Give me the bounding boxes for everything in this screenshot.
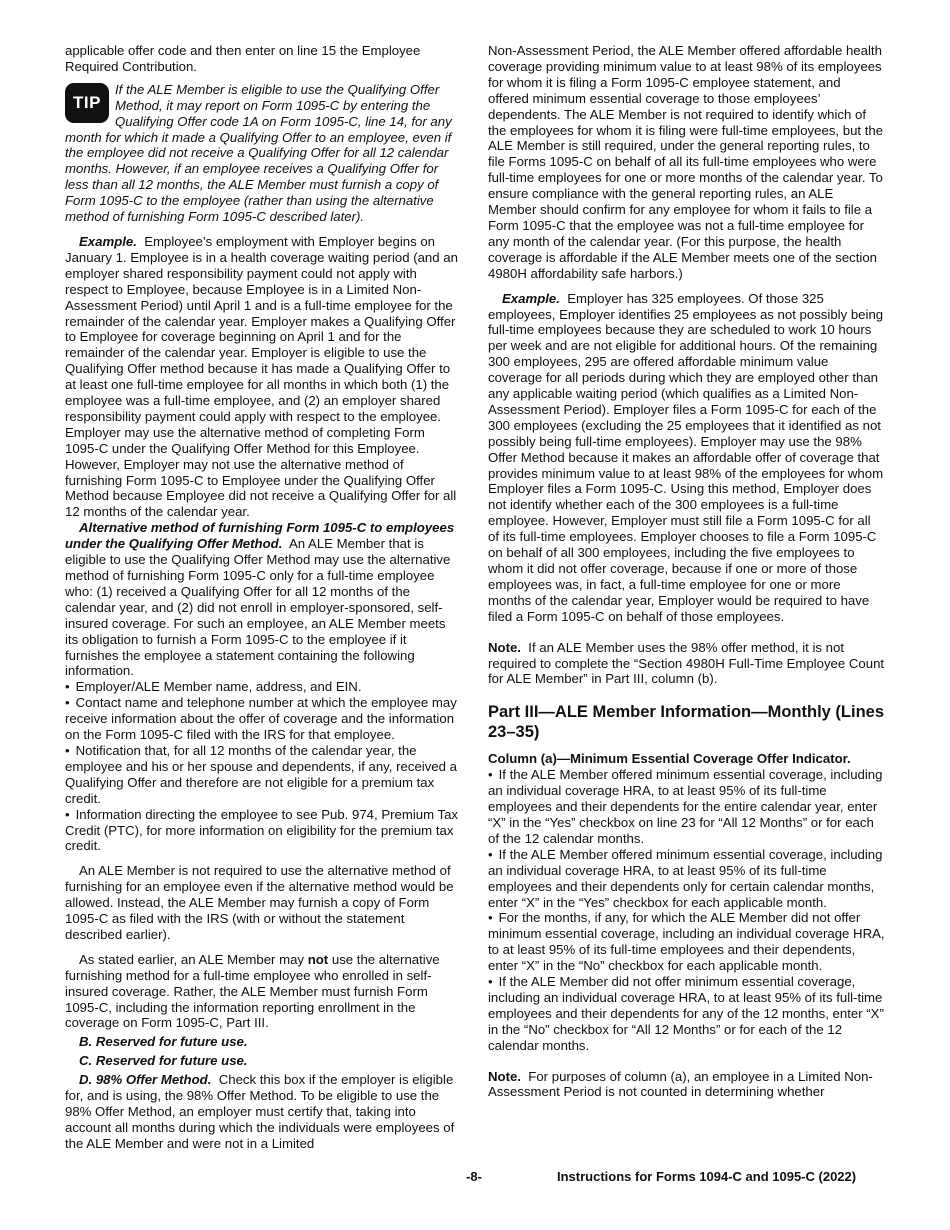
tip-text: If the ALE Member is eligible to use the Qualifying Offer Method, it may report on Form 1095-C by entering the Qualifying Offer code 1A on Form 1095-C, line 14, for any month for which it made a Qualifying Offer to an employee, even if the employee did not receive a Qualifying Offer for all 12 calendar months. However, if an employee receives a Qualifying Offer for less than all 12 months, the ALE Member must furnish a copy of Form 1095-C to the employee (rather than using the alternative method of furnishing Form 1095-C described later). — [65, 81, 452, 225]
as-stated-bold: not — [307, 951, 329, 967]
alternative-method-paragraph — [65, 520, 460, 679]
alternative-method-text: An ALE Member that is eligible to use the Qualifying Offer Method may use the alternative method of furnishing Form 1095-C only for a full-time employee who: (1) received a Qualifying Offer for all 12 months of the calendar year, and (2) did not enroll in employer-sponsored, self-insured coverage. For such an employee, an ALE Member meets its obligation to furnish a Form 1095-C to the employee if it furnishes the employee a statement containing the following information. — [65, 536, 451, 679]
note-text: If an ALE Member uses the 98% offer method, it is not required to complete the “Section 4980H Full-Time Employee Count for ALE Member” in Part III, column (b). — [488, 639, 885, 687]
right-column — [488, 43, 885, 1100]
left-column — [65, 43, 460, 1152]
as-stated-text-b: use the alternative furnishing method for a full-time employee who enrolled in self-insured coverage. Rather, the ALE Member must furnish Form 1095-C, including the information reporting enrollment in the coverage on Form 1095-C, Part III. — [65, 951, 440, 1031]
offer-98-text: Check this box if the employer is eligible for, and is using, the 98% Offer Method. To be eligible to use the 98% Offer Method, an employer must certify that, taking into account all months during which the individuals were employees of the ALE Member and were not in a Limited — [65, 1072, 455, 1151]
document-title: Instructions for Forms 1094-C and 1095-C (2022) — [557, 1169, 857, 1184]
example-paragraph-1 — [65, 234, 460, 520]
example-paragraph-2 — [488, 291, 885, 625]
tip-block — [65, 82, 460, 225]
list-item: • Notification that, for all 12 months of the calendar year, the employee and his or her spouse and dependents, if any, received a Qualifying Offer and therefore are not eligible for a premium tax credit. — [65, 743, 460, 807]
as-stated-text-a: As stated earlier, an ALE Member may — [79, 951, 308, 967]
reserved-b: B. Reserved for future use. — [79, 1034, 248, 1050]
offer-98-label: D. 98% Offer Method. — [79, 1072, 212, 1088]
example-text: Employee’s employment with Employer begins on January 1. Employee is in a health coverage waiting period (and an employer shared responsibility payment could not apply with respect to Employee, because Employee is in a Limited Non-Assessment Period) until April 1 and is a full-time employee for the remainder of the calendar year. Employer makes a Qualifying Offer to Employee for coverage beginning on April 1 and for the remainder of the calendar year. Employer is eligible to use the Qualifying Offer method because it has made a Qualifying Offer to at least one full-time employee for all months in which both (1) the employee was a full-time employee, and (2) an employer shared responsibility payment could apply with respect to the employee. Employer may use the alternative method of completing Form 1095-C under the Qualifying Offer Method for this Employee. However, Employer may not use the alternative method of furnishing Form 1095-C to Employee under the Qualifying Offer Method because Employee did not receive a Qualifying Offer for all 12 months of the calendar year. — [65, 233, 458, 520]
list-item: • If the ALE Member offered minimum essential coverage, including an individual coverage HRA, to at least 95% of its full-time employees and their dependents for the entire calendar year, enter “X” in the “Yes” checkbox on line 23 for “All 12 Months” or for each of the 12 calendar months. — [488, 767, 885, 847]
tip-icon — [65, 83, 109, 123]
paragraph-as-stated — [65, 952, 460, 1032]
list-item: • For the months, if any, for which the ALE Member did not offer minimum essential coverage, including an individual coverage HRA, to at least 95% of its full-time employees and their dependents, enter “X” in the “No” checkbox for each applicable month. — [488, 910, 885, 974]
offer-98-paragraph — [65, 1072, 460, 1152]
column-a-heading: Column (a)—Minimum Essential Coverage Offer Indicator. — [488, 751, 851, 767]
alternative-method-label: Alternative method of furnishing Form 1095-C to employees under the Qualifying Offer Method. — [65, 520, 455, 552]
note-paragraph-2 — [488, 1069, 885, 1101]
note-label: Note. — [488, 1068, 521, 1084]
list-item: • If the ALE Member offered minimum essential coverage, including an individual coverage HRA, to at least 95% of its full-time employees and their dependents only for certain calendar months, enter “X” in the “Yes” checkbox for each applicable month. — [488, 847, 885, 911]
note-text: For purposes of column (a), an employee in a Limited Non-Assessment Period is not counted in determining whether — [488, 1068, 873, 1100]
note-paragraph-1 — [488, 640, 885, 688]
list-item: • If the ALE Member did not offer minimum essential coverage, including an individual coverage HRA, to at least 95% of its full-time employees and their dependents for any of the 12 months, enter “X” in the “No” checkbox for “All 12 Months” or for each of the 12 calendar months. — [488, 974, 885, 1054]
list-item: • Information directing the employee to see Pub. 974, Premium Tax Credit (PTC), for more information on eligibility for the premium tax credit. — [65, 807, 460, 855]
paragraph-continued: Non-Assessment Period, the ALE Member offered affordable health coverage providing minimum value to at least 98% of its employees for whom it is filing a Form 1095-C employee statement, and offered minimum essential coverage to those employees’ dependents. The ALE Member is not required to identify which of the employees for whom it is filing were full-time employees, but the ALE Member is still required, under the general reporting rules, to file Forms 1095-C on behalf of all its full-time employees who were full-time employees for one or more months of the calendar year. To ensure compliance with the general reporting rules, an ALE Member should confirm for any employee for whom it fails to file a Form 1095-C that the employee was not a full-time employee for any month of the calendar year. (For this purpose, the health coverage is affordable if the ALE Member meets one of the section 4980H affordability safe harbors.) — [488, 43, 884, 281]
list-item: • Contact name and telephone number at which the employee may receive information about the offer of coverage and the information on the Form 1095-C filed with the IRS for that employee. — [65, 695, 460, 743]
reserved-c: C. Reserved for future use. — [79, 1053, 248, 1069]
tip-icon-label: TIP — [73, 92, 101, 112]
example-label: Example. — [502, 290, 560, 306]
paragraph-not-required: An ALE Member is not required to use the alternative method of furnishing for an employee even if the alternative method would be allowed. Instead, the ALE Member may furnish a copy of Form 1095-C as filed with the IRS (with or without the statement described earlier). — [65, 863, 454, 942]
example-label: Example. — [79, 233, 137, 249]
example-text: Employer has 325 employees. Of those 325 employees, Employer identifies 25 employees as not possibly being full-time employees because they are scheduled to work 10 hours per week and are not eligible for additional hours. Of the remaining 300 employees, 295 are offered affordable minimum value coverage for all periods during which they are employed other than any applicable waiting period (which qualifies as a Limited Non-Assessment Period). Employer files a Form 1095-C for each of the 300 employees (excluding the 25 employees that it identified as not possibly being full-time employees). Employer may use the 98% Offer Method because it makes an affordable offer of coverage that provides minimum value to at least 98% of the employees for whom Employer files a Form 1095-C. Using this method, Employer does not identify whether each of the 300 employees is a full-time employee. However, Employer must still file a Form 1095-C for all of its full-time employees. Employer chooses to file a Form 1095-C on behalf of all 300 employees, including the five employees to whom it did not offer coverage, because if one or more of those employees was, in fact, a full-time employee for one or more months of the calendar year, Employer would be required to have filed a Form 1095-C on behalf of those employees. — [488, 290, 884, 624]
list-item: • Employer/ALE Member name, address, and EIN. — [65, 679, 460, 695]
paragraph-intro: applicable offer code and then enter on line 15 the Employee Required Contribution. — [65, 43, 421, 74]
section-heading: Part III—ALE Member Information—Monthly (Lines 23–35) — [488, 703, 885, 742]
note-label: Note. — [488, 639, 521, 655]
page-number: -8- — [466, 1169, 482, 1184]
